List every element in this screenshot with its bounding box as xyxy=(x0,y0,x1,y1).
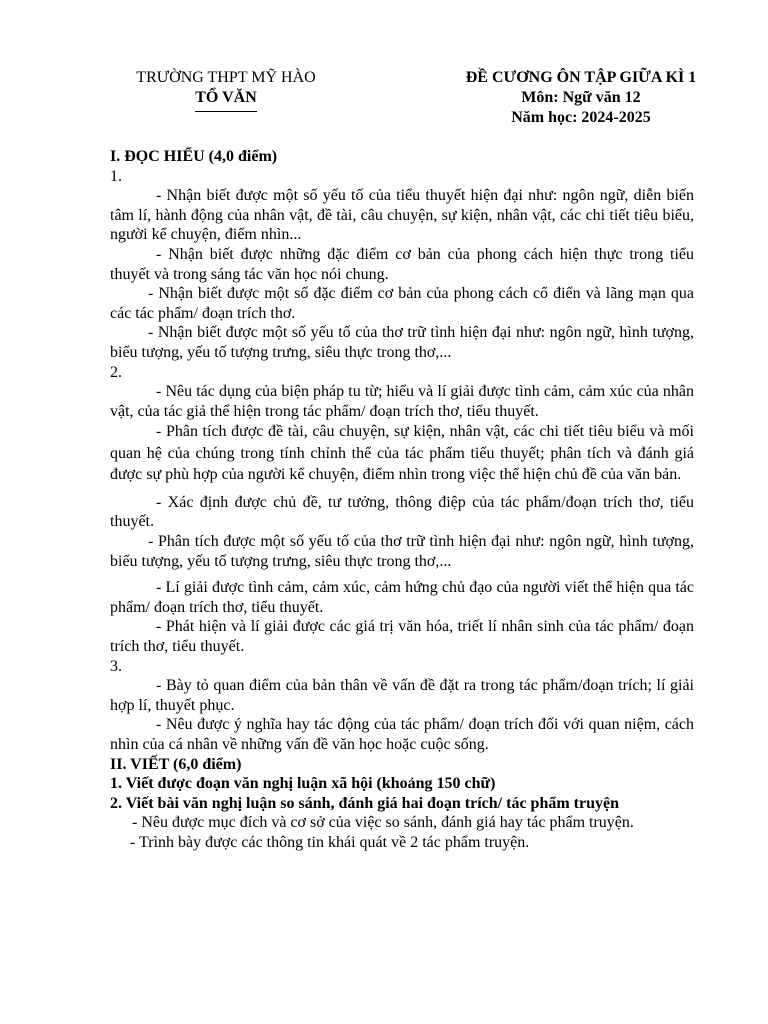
section-heading-reading: I. ĐỌC HIỂU (4,0 điểm) xyxy=(110,148,278,165)
document-body xyxy=(110,147,694,853)
list-item: - Nêu được mục đích và cơ sở của việc so sánh, đánh giá hay tác phẩm truyện. xyxy=(132,814,634,832)
department-name: TỔ VĂN xyxy=(195,89,257,106)
document-title: ĐỀ CƯƠNG ÔN TẬP GIỮA KÌ 1 xyxy=(465,69,697,86)
list-item: - Xác định được chủ đề, tư tưởng, thông điệp của tác phẩm/đoạn trích thơ, tiểu thuyết. xyxy=(110,493,694,531)
subheading: 2. Viết bài văn nghị luận so sánh, đánh giá hai đoạn trích/ tác phẩm truyện xyxy=(110,794,620,812)
list-item: - Bày tỏ quan điểm của bản thân về vấn đề đặt ra trong tác phẩm/đoạn trích; lí giải hợp lí, thuyết phục. xyxy=(110,677,694,714)
list-item: - Nêu được ý nghĩa hay tác động của tác phẩm/ đoạn trích đối với quan niệm, cách nhìn của cá nhân về những vấn đề văn học hoặc cuộc sống. xyxy=(110,716,694,753)
header-right xyxy=(436,68,726,128)
list-item: - Phân tích được một số yếu tố của thơ trữ tình hiện đại như: ngôn ngữ, hình tượng, biểu tượng, yếu tố tượng trưng, siêu thực trong thơ,... xyxy=(110,533,694,570)
subject-line: Môn: Ngữ văn 12 xyxy=(521,89,641,106)
list-item: - Nhận biết được những đặc điểm cơ bản của phong cách hiện thực trong tiểu thuyết và trong sáng tác văn học nói chung. xyxy=(110,245,694,283)
section-heading-writing: II. VIẾT (6,0 điểm) xyxy=(110,755,242,773)
list-item: - Phân tích được đề tài, câu chuyện, sự kiện, nhân vật, các chi tiết tiêu biểu và mối quan hệ của chúng trong tính chỉnh thể của tác phẩm tiểu thuyết; phân tích và đánh giá được sự phù hợp của người kể chuyện, điểm nhìn trong việc thể hiện chủ đề của văn bản. xyxy=(110,423,694,484)
list-item: - Nhận biết được một số yếu tố của tiểu thuyết hiện đại như: ngôn ngữ, diễn biến tâm lí, hành động của nhân vật, đề tài, câu chuyện, sự kiện, nhân vật, các chi tiết tiêu biểu, người kể chuyện, điểm nhìn... xyxy=(110,187,694,244)
item-number: 3. xyxy=(110,657,122,675)
list-item: - Nêu tác dụng của biện pháp tu từ; hiểu và lí giải được tình cảm, cảm xúc của nhân vật, của tác giả thể hiện trong tác phẩm/ đoạn trích thơ, tiểu thuyết. xyxy=(110,383,694,420)
school-year: Năm học: 2024-2025 xyxy=(511,109,651,126)
list-item: - Lí giải được tình cảm, cảm xúc, cảm hứng chủ đạo của người viết thể hiện qua tác phẩm/ đoạn trích thơ, tiểu thuyết. xyxy=(110,579,694,616)
item-number: 1. xyxy=(110,167,122,185)
list-item: - Trình bày được các thông tin khái quát về 2 tác phẩm truyện. xyxy=(130,833,530,851)
header-underline xyxy=(195,111,257,112)
header-left xyxy=(112,68,340,112)
subheading: 1. Viết được đoạn văn nghị luận xã hội (khoảng 150 chữ) xyxy=(110,775,496,793)
school-name: TRƯỜNG THPT MỸ HÀO xyxy=(136,69,316,86)
list-item: - Nhận biết được một số yếu tố của thơ trữ tình hiện đại như: ngôn ngữ, hình tượng, biểu tượng, yếu tố tượng trưng, siêu thực trong thơ,... xyxy=(110,324,694,361)
list-item: - Phát hiện và lí giải được các giá trị văn hóa, triết lí nhân sinh của tác phẩm/ đoạn trích thơ, tiểu thuyết. xyxy=(110,618,694,655)
item-number: 2. xyxy=(110,363,122,381)
list-item: - Nhận biết được một số đặc điểm cơ bản của phong cách cổ điển và lãng mạn qua các tác phẩm/ đoạn trích thơ. xyxy=(110,285,694,322)
